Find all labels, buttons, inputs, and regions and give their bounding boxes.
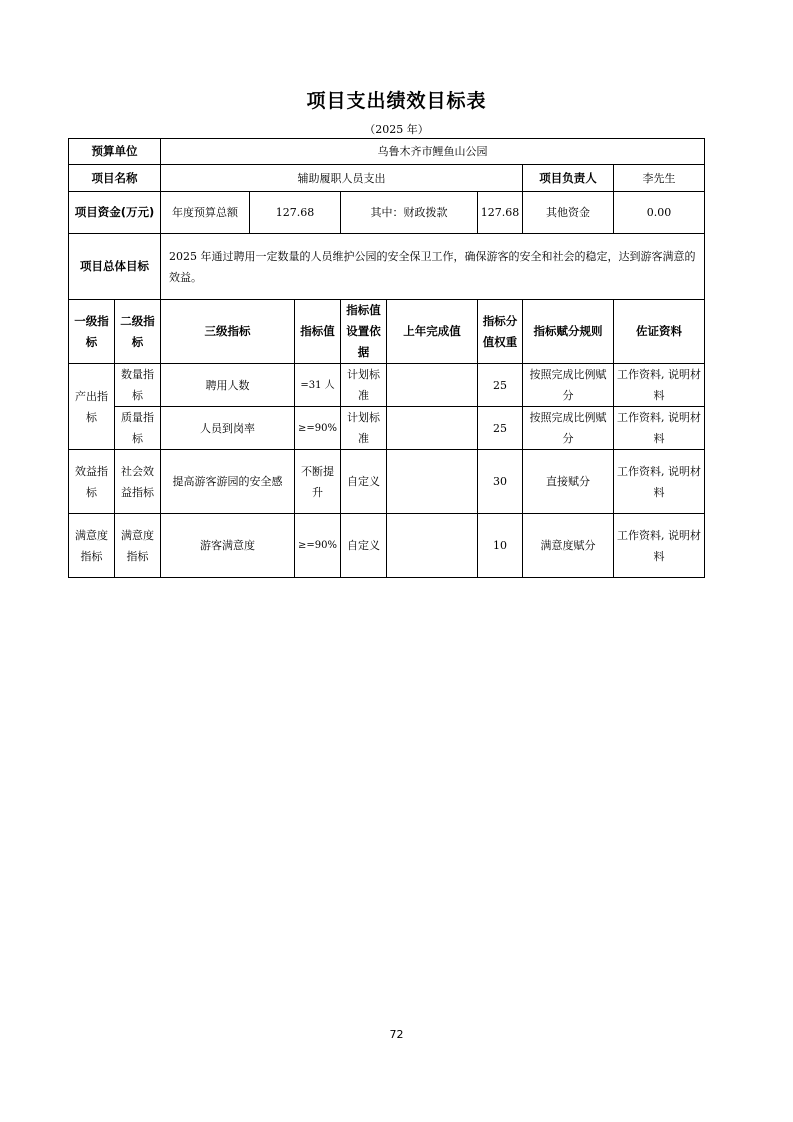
annual-total-value: 127.68	[250, 192, 341, 234]
table-row	[69, 364, 705, 407]
level3-cell: 聘用人数	[161, 364, 295, 407]
last-year-cell	[387, 514, 478, 578]
indicator-value-cell: =31 人	[295, 364, 341, 407]
budget-unit-row	[69, 139, 705, 165]
evidence-cell: 工作资料, 说明材料	[614, 364, 705, 407]
header-evidence: 佐证资料	[614, 300, 705, 364]
basis-cell: 自定义	[341, 450, 387, 514]
last-year-cell	[387, 364, 478, 407]
header-level3: 三级指标	[161, 300, 295, 364]
basis-cell: 计划标准	[341, 407, 387, 450]
weight-cell: 10	[478, 514, 523, 578]
evidence-cell: 工作资料, 说明材料	[614, 407, 705, 450]
project-funds-label: 项目资金(万元)	[69, 192, 161, 234]
budget-unit-label: 预算单位	[69, 139, 161, 165]
budget-unit-value: 乌鲁木齐市鲤鱼山公园	[161, 139, 705, 165]
other-funds-label: 其他资金	[523, 192, 614, 234]
page-number: 72	[389, 1028, 404, 1041]
indicator-value-cell: 不断提升	[295, 450, 341, 514]
performance-table	[68, 138, 705, 578]
table-row	[69, 407, 705, 450]
fiscal-alloc-value: 127.68	[478, 192, 523, 234]
header-last-year: 上年完成值	[387, 300, 478, 364]
level3-cell: 人员到岗率	[161, 407, 295, 450]
project-owner-value: 李先生	[614, 165, 705, 192]
level1-cell: 满意度指标	[69, 514, 115, 578]
level2-cell: 社会效益指标	[115, 450, 161, 514]
table-row	[69, 514, 705, 578]
project-name-row	[69, 165, 705, 192]
project-name-label: 项目名称	[69, 165, 161, 192]
page-title: 项目支出绩效目标表	[306, 90, 487, 112]
level3-cell: 游客满意度	[161, 514, 295, 578]
level2-cell: 质量指标	[115, 407, 161, 450]
scoring-rule-cell: 直接赋分	[523, 450, 614, 514]
annual-total-label: 年度预算总额	[161, 192, 250, 234]
project-owner-label: 项目负责人	[523, 165, 614, 192]
level3-cell: 提高游客游园的安全感	[161, 450, 295, 514]
header-scoring-rule: 指标赋分规则	[523, 300, 614, 364]
header-weight: 指标分值权重	[478, 300, 523, 364]
indicator-value-cell: ≥=90%	[295, 407, 341, 450]
scoring-rule-cell: 按照完成比例赋分	[523, 364, 614, 407]
scoring-rule-cell: 满意度赋分	[523, 514, 614, 578]
evidence-cell: 工作资料, 说明材料	[614, 514, 705, 578]
evidence-cell: 工作资料, 说明材料	[614, 450, 705, 514]
project-funds-row	[69, 192, 705, 234]
level2-cell: 数量指标	[115, 364, 161, 407]
header-row	[69, 300, 705, 364]
scoring-rule-cell: 按照完成比例赋分	[523, 407, 614, 450]
overall-goal-row	[69, 234, 705, 300]
header-level1: 一级指标	[69, 300, 115, 364]
weight-cell: 25	[478, 364, 523, 407]
level1-cell: 产出指标	[69, 364, 115, 450]
indicator-value-cell: ≥=90%	[295, 514, 341, 578]
fiscal-alloc-label: 其中：财政拨款	[341, 192, 478, 234]
overall-goal-label: 项目总体目标	[69, 234, 161, 300]
year-label: （2025 年）	[364, 123, 429, 136]
level2-cell: 满意度指标	[115, 514, 161, 578]
project-name-value: 辅助履职人员支出	[161, 165, 523, 192]
weight-cell: 25	[478, 407, 523, 450]
last-year-cell	[387, 450, 478, 514]
other-funds-value: 0.00	[614, 192, 705, 234]
basis-cell: 自定义	[341, 514, 387, 578]
header-basis: 指标值设置依据	[341, 300, 387, 364]
header-indicator-value: 指标值	[295, 300, 341, 364]
level1-cell: 效益指标	[69, 450, 115, 514]
last-year-cell	[387, 407, 478, 450]
header-level2: 二级指标	[115, 300, 161, 364]
basis-cell: 计划标准	[341, 364, 387, 407]
weight-cell: 30	[478, 450, 523, 514]
table-row	[69, 450, 705, 514]
overall-goal-value: 2025 年通过聘用一定数量的人员维护公园的安全保卫工作，确保游客的安全和社会的稳定，达到游客满意的效益。	[161, 234, 705, 300]
